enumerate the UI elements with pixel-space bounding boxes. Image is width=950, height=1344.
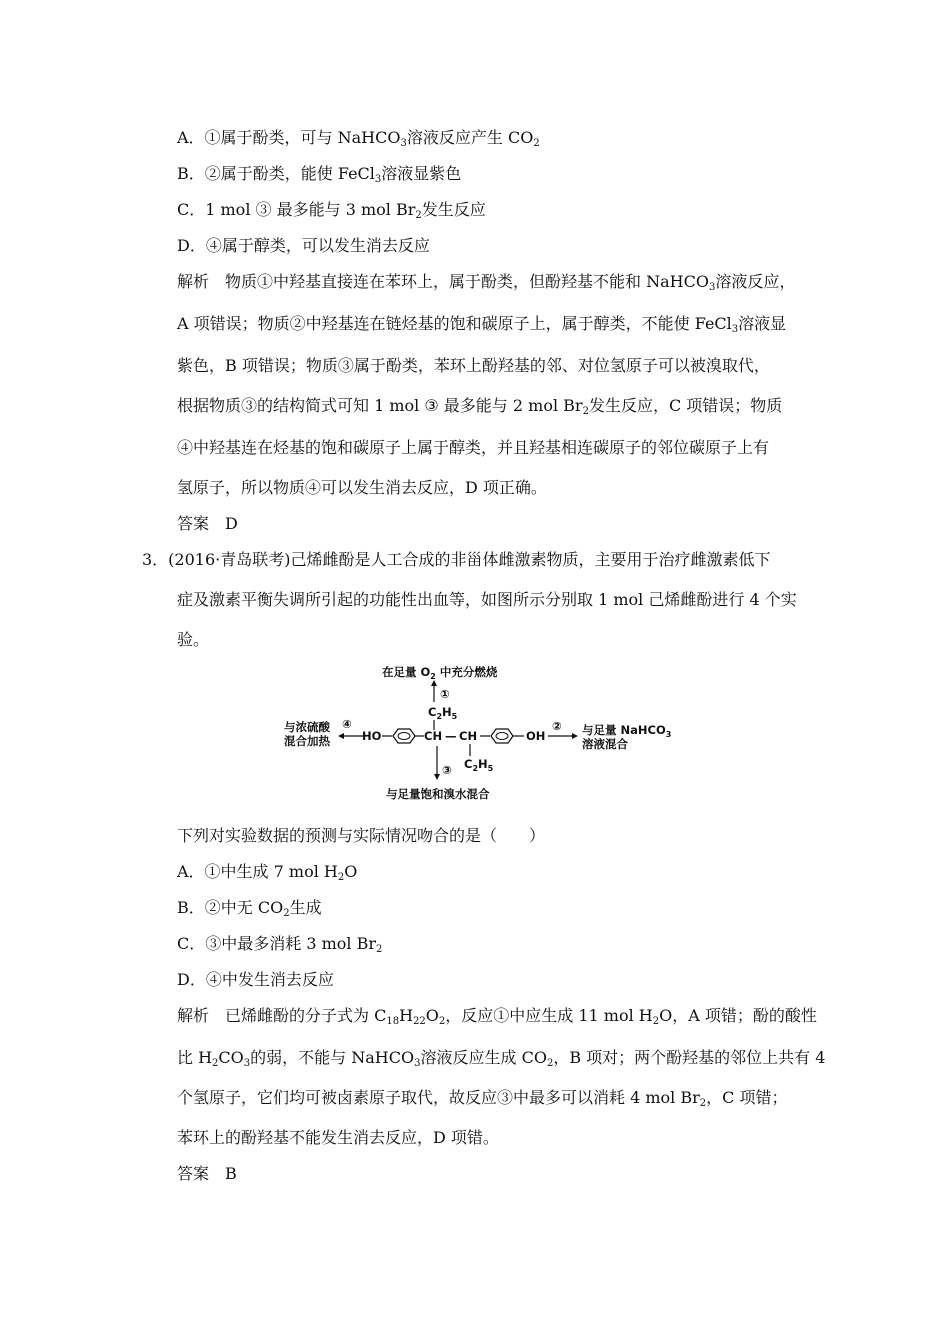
q2-analysis-line-1: 解析 物质①中羟基直接连在苯环上，属于酚类，但酚羟基不能和 NaHCO$_3$溶液反应， [177,272,796,293]
ethyl-top: $C_2H_5$ [428,705,458,721]
q3-question: 下列对实验数据的预测与实际情况吻合的是（ ） [177,826,546,845]
right-reagent-2: 溶液混合 [582,737,628,751]
q3-stem-line-2: 症及激素平衡失调所引起的功能性出血等，如图所示分别取 1 mol 己烯雌酚进行 4 个实 [177,590,797,609]
q3-option-c: C．③中最多消耗 3 mol $Br_2$ [177,934,383,955]
combustion-label: 在足量 $O_2$ 中充分燃烧 [382,665,498,681]
q3-option-a: A．①中生成 7 mol $H_2O$ [177,862,358,883]
benzene-ring-right [491,729,513,743]
q2-analysis-line-3: 紫色，B 项错误；物质③属于酚类，苯环上酚羟基的邻、对位氢原子可以被溴取代， [177,356,770,375]
q3-analysis-line-1: 解析 已烯雌酚的分子式为 $C_{18}H_{22}O_2$，反应①中应生成 11 mol $H_2O$，A 项错；酚的酸性 [177,1006,817,1027]
arrow-right-head [572,733,578,739]
q3-analysis-line-2: 比 $H_2CO_3$的弱，不能与 NaHCO$_3$溶液反应生成 $CO_2$，B 项对；两个酚羟基的邻位上共有 4 [177,1048,826,1069]
q3-stem-line-3: 验。 [177,630,210,649]
circle-1: ① [440,687,450,701]
q2-option-a: A．①属于酚类，可与 NaHCO$_3$溶液反应产生 $CO_2$ [177,128,540,149]
q2-answer: 答案 D [177,514,238,533]
q2-analysis-line-2: A 项错误；物质②中羟基连在链烃基的饱和碳原子上，属于醇类，不能使 FeCl$_3$溶液显 [177,314,787,335]
left-reagent-1: 与浓硫酸 [284,720,330,734]
ch-left: CH [424,729,443,743]
ch-right: CH [459,729,478,743]
q2-analysis-line-6: 氢原子，所以物质④可以发生消去反应，D 项正确。 [177,478,547,497]
q3-analysis-line-4: 苯环上的酚羟基不能发生消去反应，D 项错。 [177,1128,499,1147]
circle-2: ② [552,719,562,733]
q2-option-b: B．②属于酚类，能使 FeCl$_3$溶液显紫色 [177,164,462,185]
bromine-water-label: 与足量饱和溴水混合 [386,787,490,801]
arrow-left-head [338,733,344,739]
left-reagent-2: 混合加热 [284,734,330,748]
benzene-ring-left [393,729,415,743]
arrow-down-head [434,774,440,780]
q2-analysis-line-5: ④中羟基连在烃基的饱和碳原子上属于醇类，并且羟基相连碳原子的邻位碳原子上有 [177,438,770,457]
ho-group: HO [362,729,382,743]
q3-option-d: D．④中发生消去反应 [177,970,334,989]
q2-option-c: C．1 mol ③ 最多能与 3 mol $Br_2$发生反应 [177,200,486,221]
circle-3: ③ [442,763,452,777]
benzene-ring-left-inner [398,733,410,740]
reaction-diagram [282,658,682,808]
ch-bond: — [445,729,457,743]
q3-analysis-line-3: 个氢原子，它们均可被卤素原子取代，故反应③中最多可以消耗 4 mol $Br_2$，C 项错； [177,1088,788,1109]
right-reagent-1: 与足量 NaHCO$_3$ [582,723,672,739]
benzene-ring-right-inner [496,733,508,740]
q2-option-d: D．④属于醇类，可以发生消去反应 [177,236,430,255]
q3-option-b: B．②中无 $CO_2$生成 [177,898,322,919]
q3-stem-line-1: 3．(2016·青岛联考)己烯雌酚是人工合成的非甾体雌激素物质，主要用于治疗雌激素低下 [142,550,771,569]
ethyl-bottom: $C_2H_5$ [464,757,494,773]
q3-answer: 答案 B [177,1164,237,1183]
oh-group: OH [526,729,546,743]
circle-4: ④ [342,717,352,731]
q2-analysis-line-4: 根据物质③的结构简式可知 1 mol ③ 最多能与 2 mol $Br_2$发生反应，C 项错误；物质 [177,396,783,417]
